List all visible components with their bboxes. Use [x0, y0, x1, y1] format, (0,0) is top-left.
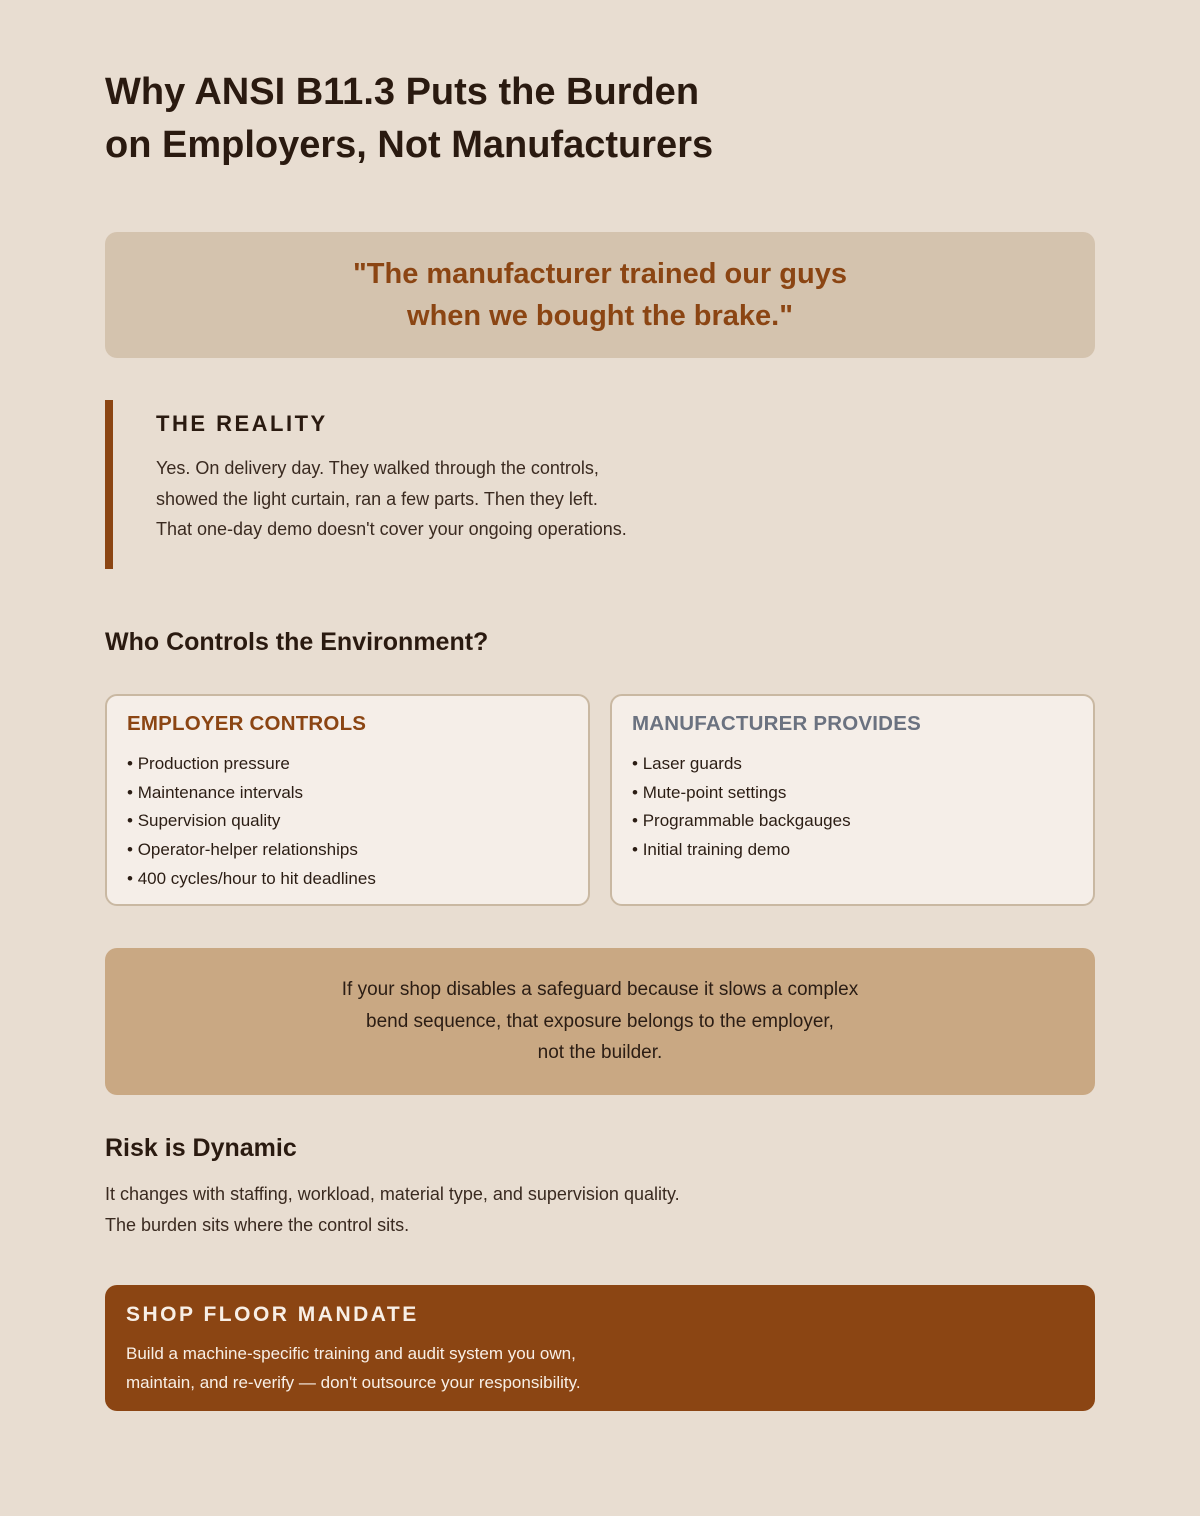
- callout-text: If your shop disables a safeguard because it slows a complex bend sequence, that exposure belongs to the employer, not the builder.: [341, 979, 859, 1064]
- list-item: • 400 cycles/hour to hit deadlines: [127, 865, 568, 894]
- list-item: • Mute-point settings: [632, 779, 1073, 808]
- list-item: • Operator-helper relationships: [127, 836, 568, 865]
- callout-box: [105, 948, 1095, 1095]
- list-item: • Laser guards: [632, 750, 1073, 779]
- employer-controls-card: [105, 694, 590, 906]
- list-item: • Initial training demo: [632, 836, 1073, 865]
- list-item: • Production pressure: [127, 750, 568, 779]
- mandate-box: [105, 1285, 1095, 1411]
- list-item: • Maintenance intervals: [127, 779, 568, 808]
- quote-box: [105, 232, 1095, 358]
- controls-heading: Who Controls the Environment?: [105, 628, 489, 656]
- list-item: • Programmable backgauges: [632, 807, 1073, 836]
- manufacturer-provides-card: [610, 694, 1095, 906]
- mandate-text: Build a machine-specific training and audit system you own, maintain, and re-verify — don't outsource your responsibility.: [126, 1344, 581, 1392]
- reality-heading: THE REALITY: [156, 411, 328, 436]
- list-item: • Supervision quality: [127, 807, 568, 836]
- manufacturer-provides-list: [632, 750, 1073, 865]
- employer-controls-list: [127, 750, 568, 894]
- page-title: Why ANSI B11.3 Puts the Burden on Employers, Not Manufacturers: [105, 71, 714, 166]
- risk-heading: Risk is Dynamic: [105, 1134, 297, 1162]
- manufacturer-provides-title: MANUFACTURER PROVIDES: [632, 712, 921, 735]
- quote-text: "The manufacturer trained our guys when we bought the brake.": [353, 258, 847, 332]
- employer-controls-title: EMPLOYER CONTROLS: [127, 712, 367, 735]
- risk-text: It changes with staffing, workload, material type, and supervision quality. The burden sits where the control sits.: [105, 1184, 680, 1235]
- mandate-heading: SHOP FLOOR MANDATE: [126, 1303, 419, 1326]
- reality-section: [105, 400, 805, 569]
- reality-text: Yes. On delivery day. They walked through the controls, showed the light curtain, ran a few parts. Then they left. That one-day demo doesn't cover your ongoing operations.: [156, 458, 627, 539]
